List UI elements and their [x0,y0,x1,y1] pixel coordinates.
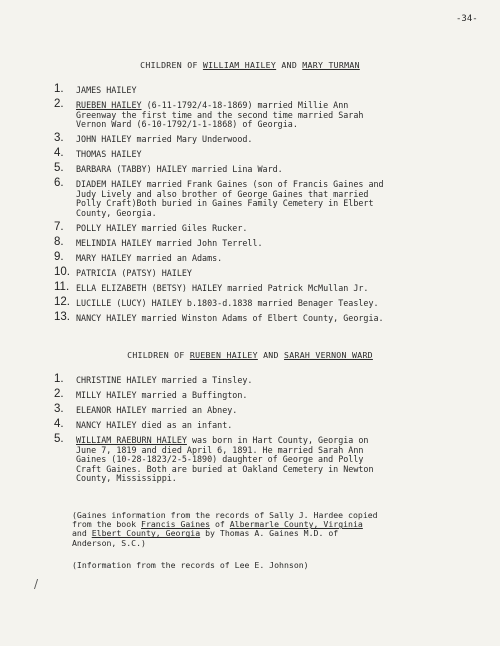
list-item: 8. MELINDIA HAILEY married John Terrell. [54,235,263,248]
page-number: -34- [456,14,478,24]
mother-name: MARY TURMAN [302,60,360,70]
list-item: 2. RUEBEN HAILEY (6-11-1792/4-18-1869) married Millie Ann Greenway the first time and the second time married Sarah Vernon Ward (6-10-1792/1-1-1868) of Georgia. [54,97,364,130]
section1-children-list [54,83,456,329]
father-name: RUEBEN HAILEY [189,350,258,360]
list-item: 1. JAMES HAILEY [54,83,137,95]
margin-mark: / [34,577,39,591]
section2-children-list [54,373,456,489]
section2-heading: CHILDREN OF RUEBEN HAILEY AND SARAH VERNON WARD [127,350,373,360]
list-item: 7. POLLY HAILEY married Giles Rucker. [54,220,248,233]
list-item: 6. DIADEM HAILEY married Frank Gaines (son of Francis Gaines and Judy Lively and also brother of George Gaines that married Polly Craft)Both buried in Gaines Family Cemetery in Elbert County, Georgia. [54,177,384,218]
list-item: 12. LUCILLE (LUCY) HAILEY b.1803-d.1838 married Benager Teasley. [54,295,379,308]
johnson-source-note: (Information from the records of Lee E. Johnson) [72,560,309,570]
gaines-source-note: (Gaines information from the records of Sally J. Hardee copied from the book Francis Gaines of Albermarle County, Virginia and Elbert County, Georgia by Thomas A. Gaines M.D. of Anderson, S.C.) [72,510,378,548]
list-item: 10. PATRICIA (PATSY) HAILEY [54,265,192,278]
list-item: 4. NANCY HAILEY died as an infant. [54,417,233,430]
list-item: 1. CHRISTINE HAILEY married a Tinsley. [54,373,253,385]
section1-heading: CHILDREN OF WILLIAM HAILEY AND MARY TURMAN [140,60,360,70]
list-item: 4. THOMAS HAILEY [54,147,142,160]
list-item: 5. WILLIAM RAEBURN HAILEY was born in Hart County, Georgia on June 7, 1819 and died April 6, 1891. He married Sarah Ann Gaines (10-28-1823/2-5-1890) daughter of George and Polly Craft Gaines. Both are buried at Oakland Cemetery in Newton County, Mississippi. [54,432,374,484]
mother-name: SARAH VERNON WARD [284,350,373,360]
book-title: Francis Gaines [141,519,211,530]
list-item: 11. ELLA ELIZABETH (BETSY) HAILEY married Patrick McMullan Jr. [54,280,369,293]
list-item: 5. BARBARA (TABBY) HAILEY married Lina Ward. [54,162,283,175]
list-item: 3. JOHN HAILEY married Mary Underwood. [54,132,253,145]
list-item: 2. MILLY HAILEY married a Buffington. [54,387,248,400]
list-item: 3. ELEANOR HAILEY married an Abney. [54,402,238,415]
father-name: WILLIAM HAILEY [202,60,277,70]
list-item: 9. MARY HAILEY married an Adams. [54,250,223,263]
list-item: 13. NANCY HAILEY married Winston Adams of Elbert County, Georgia. [54,310,384,323]
